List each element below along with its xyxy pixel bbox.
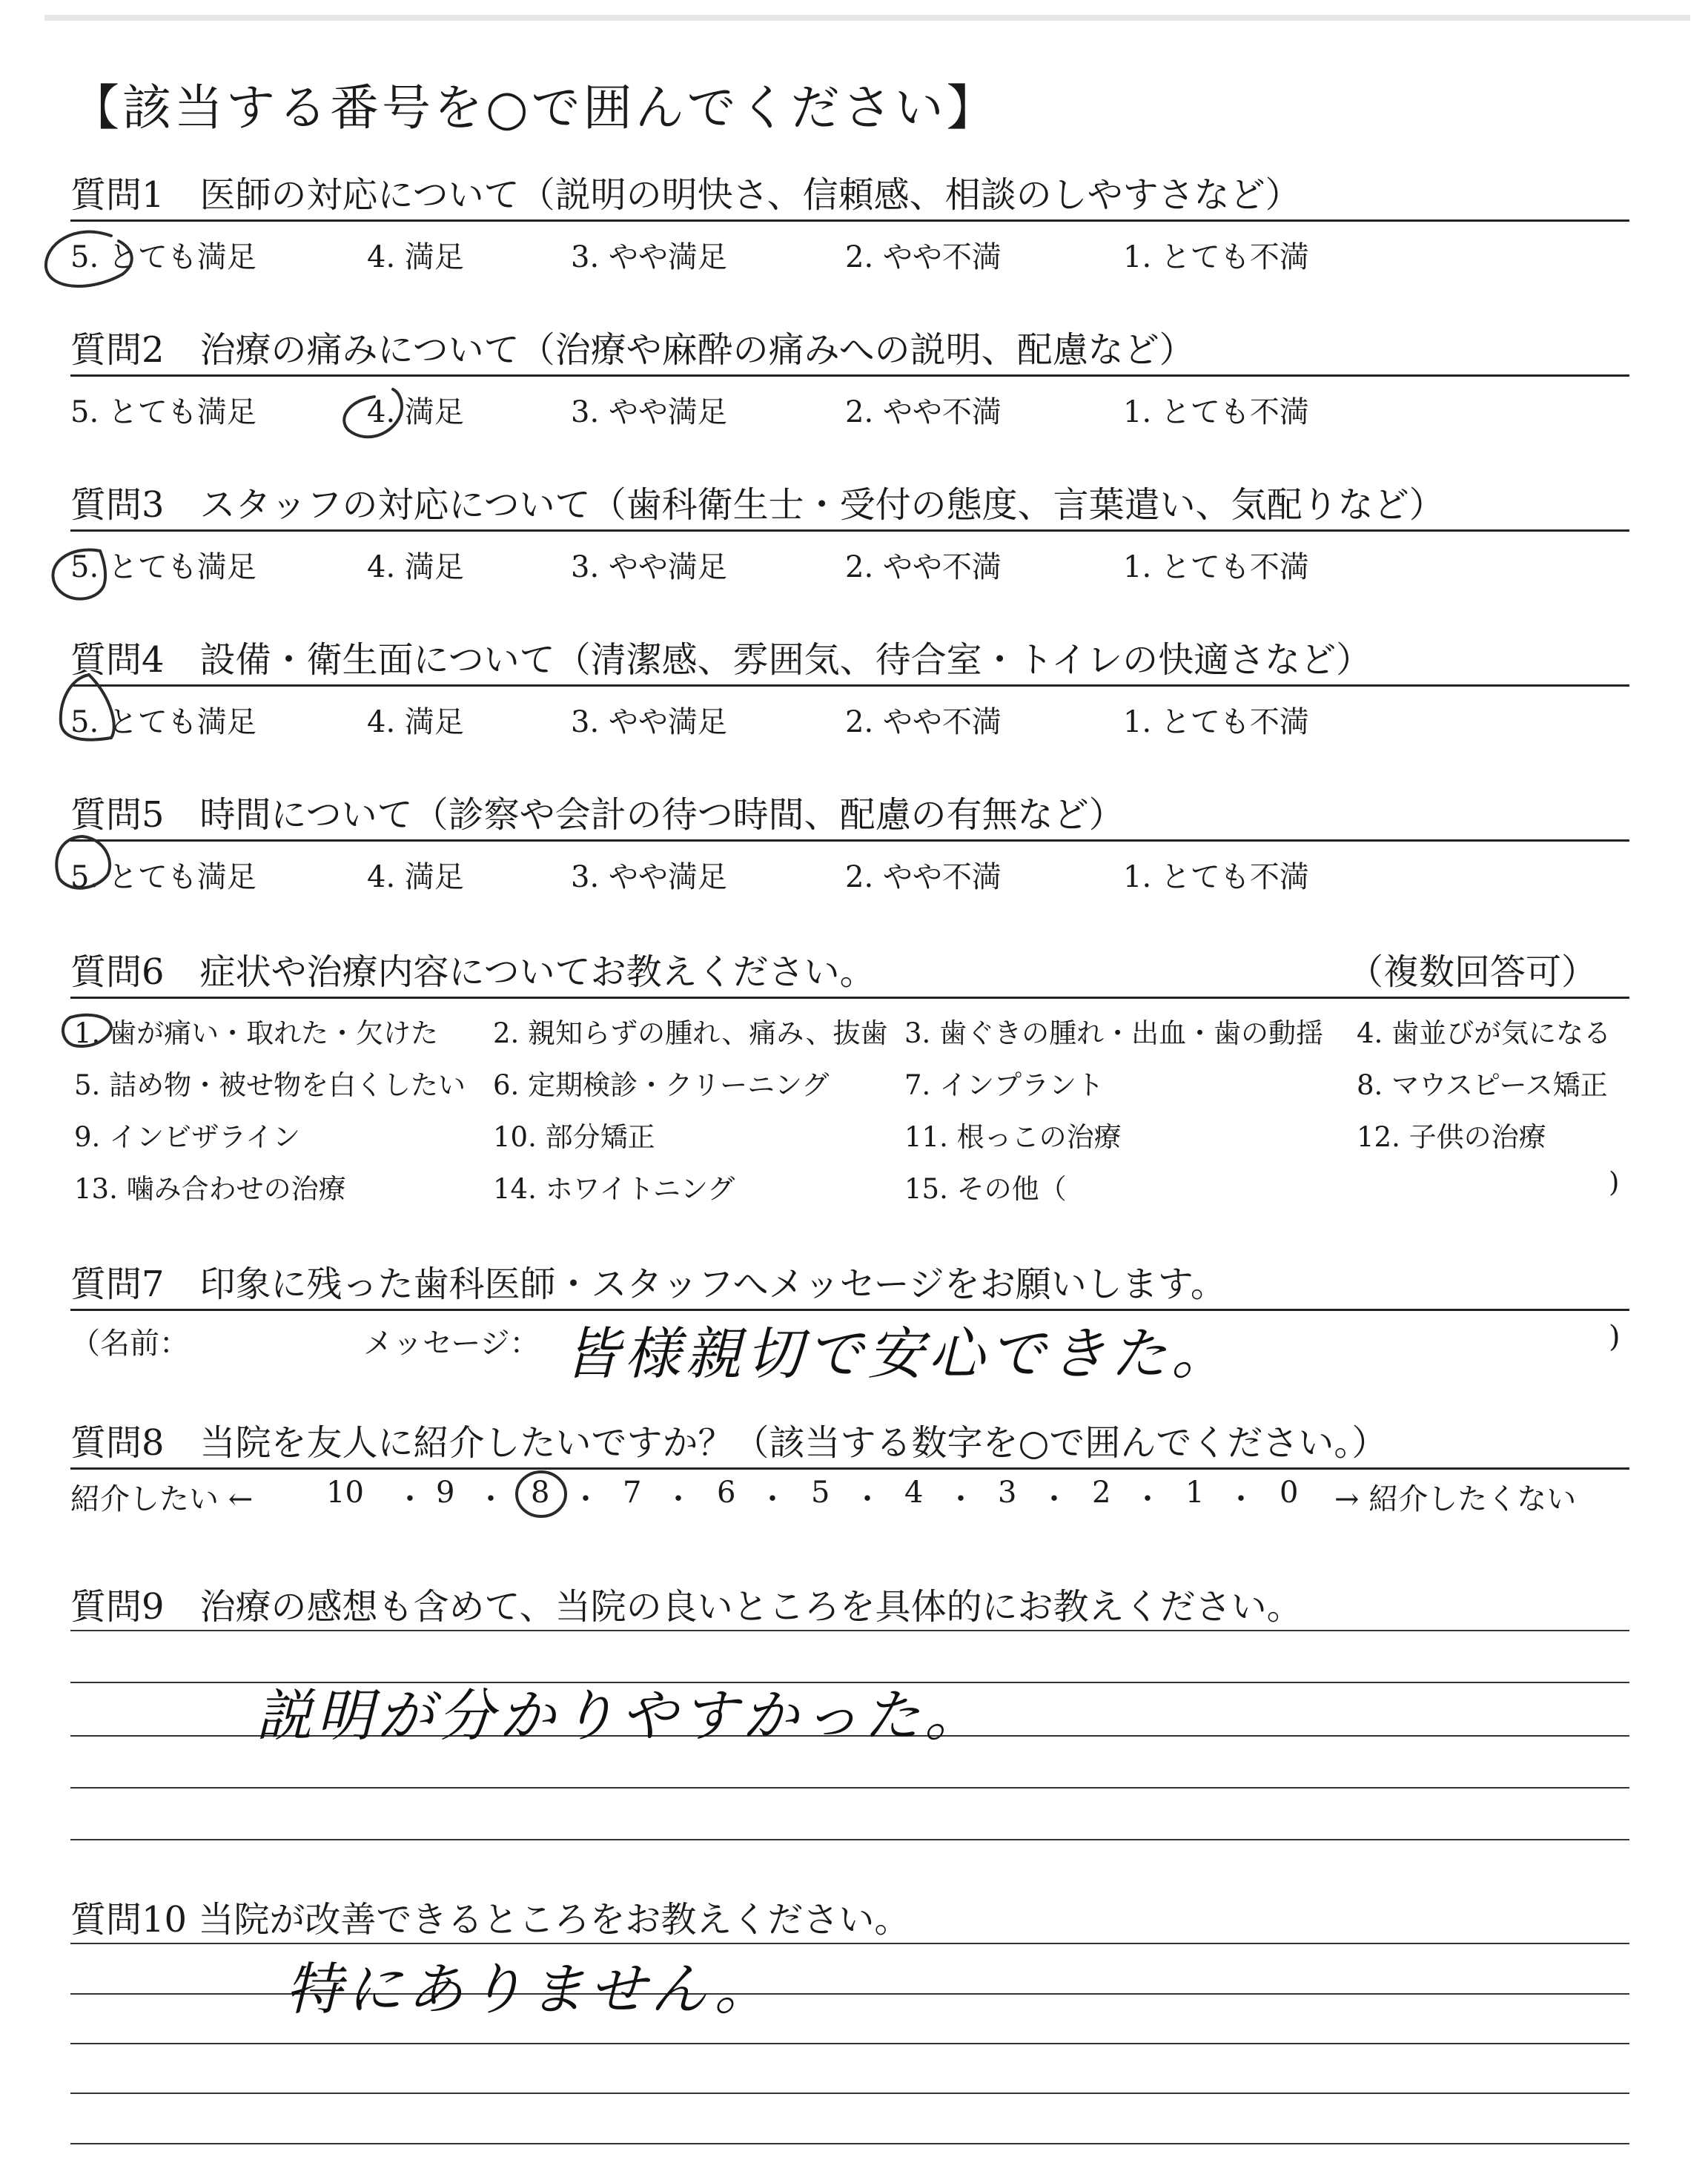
q7-close-paren: ) bbox=[1609, 1320, 1621, 1354]
q8-scale-6[interactable]: 6 bbox=[717, 1476, 736, 1510]
q2-title: 質問2 治療の痛みについて（治療や麻酔の痛みへの説明、配慮など） bbox=[70, 329, 1195, 371]
q8-scale-8[interactable]: 8 bbox=[531, 1476, 550, 1510]
q3-option-1[interactable]: 1. とても不満 bbox=[1123, 550, 1309, 584]
q2-option-1[interactable]: 1. とても不満 bbox=[1123, 395, 1309, 429]
q8-separator: ・ bbox=[476, 1482, 506, 1516]
q8-separator: ・ bbox=[663, 1482, 693, 1516]
q1-option-4[interactable]: 4. 満足 bbox=[367, 240, 464, 274]
q5-rule bbox=[70, 839, 1629, 842]
q6-multiple-answers-note: （複数回答可） bbox=[1347, 951, 1597, 993]
q7-title: 質問7 印象に残った歯科医師・スタッフへメッセージをお願いします。 bbox=[70, 1264, 1226, 1305]
q8-separator: ・ bbox=[1039, 1482, 1069, 1516]
q4-option-1[interactable]: 1. とても不満 bbox=[1123, 705, 1309, 739]
q7-name-label: （名前： bbox=[70, 1327, 189, 1361]
q4-option-2[interactable]: 2. やや不満 bbox=[845, 705, 1002, 739]
q5-option-2[interactable]: 2. やや不満 bbox=[845, 860, 1002, 894]
q10-write-line bbox=[70, 2043, 1629, 2044]
q9-title: 質問9 治療の感想も含めて、当院の良いところを具体的にお教えください。 bbox=[70, 1586, 1302, 1628]
q6-title: 質問6 症状や治療内容についてお教えください。 bbox=[70, 951, 875, 993]
q8-separator: ・ bbox=[395, 1482, 425, 1516]
q6-option-7[interactable]: 7. インプラント bbox=[904, 1069, 1105, 1101]
q1-option-5[interactable]: 5. とても満足 bbox=[70, 240, 256, 274]
q6-option-1[interactable]: 1. 歯が痛い・取れた・欠けた bbox=[74, 1017, 439, 1049]
q6-option-13[interactable]: 13. 噛み合わせの治療 bbox=[74, 1173, 346, 1205]
q6-option-11[interactable]: 11. 根っこの治療 bbox=[904, 1121, 1122, 1153]
q4-option-3[interactable]: 3. やや満足 bbox=[571, 705, 727, 739]
q6-rule bbox=[70, 997, 1629, 999]
q1-title: 質問1 医師の対応について（説明の明快さ、信頼感、相談のしやすさなど） bbox=[70, 174, 1301, 216]
q5-option-4[interactable]: 4. 満足 bbox=[367, 860, 464, 894]
q6-option-6[interactable]: 6. 定期検診・クリーニング bbox=[493, 1069, 830, 1101]
q6-option-15-close-paren: ) bbox=[1609, 1166, 1620, 1198]
q8-scale-3[interactable]: 3 bbox=[998, 1476, 1017, 1510]
q4-rule bbox=[70, 684, 1629, 687]
q6-option-3[interactable]: 3. 歯ぐきの腫れ・出血・歯の動揺 bbox=[904, 1017, 1324, 1049]
q2-option-4[interactable]: 4. 満足 bbox=[367, 395, 464, 429]
q6-option-12[interactable]: 12. 子供の治療 bbox=[1357, 1121, 1546, 1153]
q3-option-4[interactable]: 4. 満足 bbox=[367, 550, 464, 584]
q6-option-4[interactable]: 4. 歯並びが気になる bbox=[1357, 1017, 1612, 1049]
q6-option-2[interactable]: 2. 親知らずの腫れ、痛み、抜歯 bbox=[493, 1017, 888, 1049]
q6-option-15[interactable]: 15. その他（ bbox=[904, 1173, 1067, 1205]
q2-option-2[interactable]: 2. やや不満 bbox=[845, 395, 1002, 429]
q2-rule bbox=[70, 374, 1629, 377]
q8-separator: ・ bbox=[946, 1482, 976, 1516]
q8-scale-1[interactable]: 1 bbox=[1185, 1476, 1205, 1510]
q1-option-3[interactable]: 3. やや満足 bbox=[571, 240, 727, 274]
q2-option-3[interactable]: 3. やや満足 bbox=[571, 395, 727, 429]
q4-option-4[interactable]: 4. 満足 bbox=[367, 705, 464, 739]
q3-option-5[interactable]: 5. とても満足 bbox=[70, 550, 256, 584]
q8-separator: ・ bbox=[1226, 1482, 1256, 1516]
q8-left-label: 紹介したい ← bbox=[70, 1482, 254, 1516]
page-title: 【該当する番号を○で囲んでください】 bbox=[70, 79, 999, 136]
q10-answer-handwritten: 特にありません。 bbox=[285, 1956, 775, 2022]
q9-answer-handwritten: 説明が分かりやすかった。 bbox=[256, 1682, 985, 1748]
q6-option-5[interactable]: 5. 詰め物・被せ物を白くしたい bbox=[74, 1069, 466, 1101]
q3-option-3[interactable]: 3. やや満足 bbox=[571, 550, 727, 584]
q8-scale-2[interactable]: 2 bbox=[1092, 1476, 1111, 1510]
q8-scale-5[interactable]: 5 bbox=[811, 1476, 830, 1510]
q10-title: 質問10 当院が改善できるところをお教えください。 bbox=[70, 1899, 910, 1941]
q3-title: 質問3 スタッフの対応について（歯科衛生士・受付の態度、言葉遣い、気配りなど） bbox=[70, 484, 1445, 526]
q8-right-label: → 紹介したくない bbox=[1334, 1482, 1577, 1516]
q8-separator: ・ bbox=[571, 1482, 600, 1516]
page-top-border bbox=[44, 15, 1690, 21]
q1-option-2[interactable]: 2. やや不満 bbox=[845, 240, 1002, 274]
q9-write-line bbox=[70, 1630, 1629, 1631]
q8-scale-0[interactable]: 0 bbox=[1280, 1476, 1299, 1510]
q3-rule bbox=[70, 529, 1629, 532]
q5-option-1[interactable]: 1. とても不満 bbox=[1123, 860, 1309, 894]
q5-title: 質問5 時間について（診察や会計の待つ時間、配慮の有無など） bbox=[70, 794, 1125, 836]
q3-option-2[interactable]: 2. やや不満 bbox=[845, 550, 1002, 584]
q5-option-3[interactable]: 3. やや満足 bbox=[571, 860, 727, 894]
q7-message-label: メッセージ： bbox=[363, 1327, 540, 1361]
q10-write-line bbox=[70, 2143, 1629, 2144]
q7-message-handwritten: 皆様親切で安心できた。 bbox=[563, 1321, 1232, 1387]
q10-write-line bbox=[70, 2093, 1629, 2094]
q5-option-5[interactable]: 5. とても満足 bbox=[70, 860, 256, 894]
q8-separator: ・ bbox=[1133, 1482, 1162, 1516]
q1-rule bbox=[70, 219, 1629, 222]
q9-write-line bbox=[70, 1787, 1629, 1789]
q8-separator: ・ bbox=[758, 1482, 787, 1516]
q1-option-1[interactable]: 1. とても不満 bbox=[1123, 240, 1309, 274]
q8-separator: ・ bbox=[853, 1482, 882, 1516]
q6-option-10[interactable]: 10. 部分矯正 bbox=[493, 1121, 655, 1153]
q8-scale-7[interactable]: 7 bbox=[623, 1476, 642, 1510]
q8-scale-4[interactable]: 4 bbox=[904, 1476, 924, 1510]
q8-scale-10[interactable]: 10 bbox=[326, 1476, 364, 1510]
q8-title: 質問8 当院を友人に紹介したいですか？（該当する数字を○で囲んでください。） bbox=[70, 1422, 1388, 1464]
q4-option-5[interactable]: 5. とても満足 bbox=[70, 705, 256, 739]
q8-rule bbox=[70, 1467, 1629, 1470]
q6-option-8[interactable]: 8. マウスピース矯正 bbox=[1357, 1069, 1608, 1101]
q8-scale-9[interactable]: 9 bbox=[436, 1476, 455, 1510]
q2-option-5[interactable]: 5. とても満足 bbox=[70, 395, 256, 429]
q9-write-line bbox=[70, 1839, 1629, 1840]
q4-title: 質問4 設備・衛生面について（清潔感、雰囲気、待合室・トイレの快適さなど） bbox=[70, 639, 1372, 681]
q6-option-9[interactable]: 9. インビザライン bbox=[74, 1121, 300, 1153]
q6-option-14[interactable]: 14. ホワイトニング bbox=[493, 1173, 735, 1205]
